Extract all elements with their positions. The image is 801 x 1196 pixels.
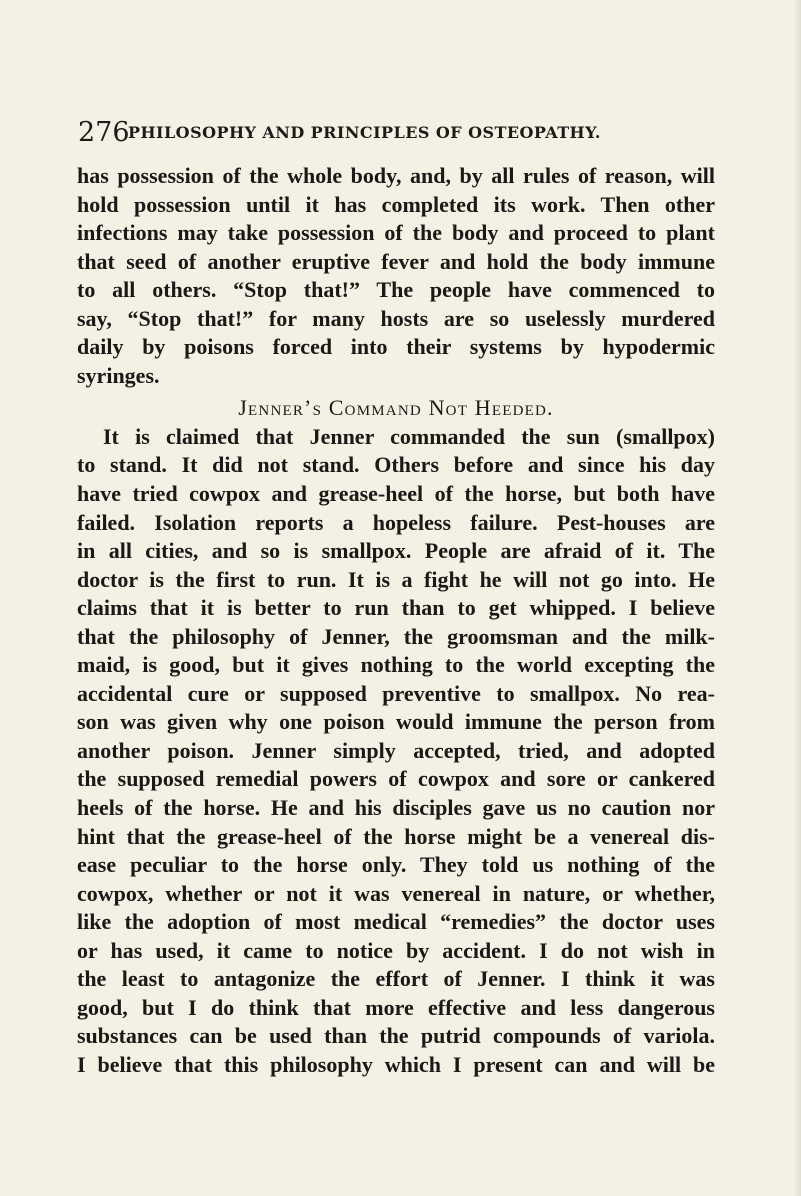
section-heading: Jenner’s Command Not Heeded. (238, 395, 554, 421)
page-edge-shadow (793, 0, 801, 1196)
text-line: heels of the horse. He and his disciples gave us no caution nor (77, 795, 715, 821)
text-line: to all others. “Stop that!” The people have commenced to (77, 277, 715, 303)
paragraph-2 (77, 423, 715, 1080)
text-line: substances can be used than the putrid compounds of variola. (77, 1023, 715, 1049)
text-line: I believe that this philosophy which I present can and will be (77, 1051, 715, 1077)
text-line: claims that it is better to run than to get whipped. I believe (77, 595, 715, 621)
text-line: cowpox, whether or not it was venereal in nature, or whether, (77, 880, 715, 906)
text-line: maid, is good, but it gives nothing to the world excepting the (77, 652, 715, 678)
page-header (78, 118, 718, 148)
text-line: that the philosophy of Jenner, the groomsman and the milk- (77, 623, 715, 649)
body-text (77, 162, 715, 1080)
text-line: like the adoption of most medical “remedies” the doctor uses (77, 909, 715, 935)
text-line: good, but I do think that more effective and less dangerous (77, 994, 715, 1020)
text-line: son was given why one poison would immune the person from (77, 709, 715, 735)
text-line: has possession of the whole body, and, by all rules of reason, will (77, 163, 715, 188)
paragraph-1 (77, 162, 715, 390)
text-line: say, “Stop that!” for many hosts are so uselessly murdered (77, 305, 715, 331)
text-line: to stand. It did not stand. Others before and since his day (77, 452, 715, 478)
text-line: another poison. Jenner simply accepted, tried, and adopted (77, 737, 715, 763)
running-head: PHILOSOPHY AND PRINCIPLES OF OSTEOPATHY. (128, 123, 601, 142)
text-line: infections may take possession of the body and proceed to plant (77, 220, 715, 246)
text-line: failed. Isolation reports a hopeless failure. Pest-houses are (77, 509, 715, 535)
text-line: hold possession until it has completed its work. Then other (77, 191, 715, 217)
text-line: in all cities, and so is smallpox. People are afraid of it. The (77, 538, 715, 564)
text-line: It is claimed that Jenner commanded the sun (smallpox) (103, 423, 715, 449)
text-line: or has used, it came to notice by accident. I do not wish in (77, 937, 715, 963)
text-line: the supposed remedial powers of cowpox and sore or cankered (77, 766, 715, 792)
text-line: the least to antagonize the effort of Jenner. I think it was (77, 966, 715, 992)
text-line: that seed of another eruptive fever and hold the body immune (77, 248, 715, 274)
text-line: hint that the grease-heel of the horse might be a venereal dis- (77, 823, 715, 849)
text-line: daily by poisons forced into their systems by hypodermic (77, 334, 715, 360)
text-line: syringes. (77, 362, 160, 388)
text-line: ease peculiar to the horse only. They told us nothing of the (77, 852, 715, 878)
text-line: doctor is the first to run. It is a fight he will not go into. He (77, 566, 715, 592)
text-line: have tried cowpox and grease-heel of the horse, but both have (77, 481, 715, 507)
page-number: 276 (78, 117, 130, 148)
text-line: accidental cure or supposed preventive to smallpox. No rea- (77, 680, 715, 706)
